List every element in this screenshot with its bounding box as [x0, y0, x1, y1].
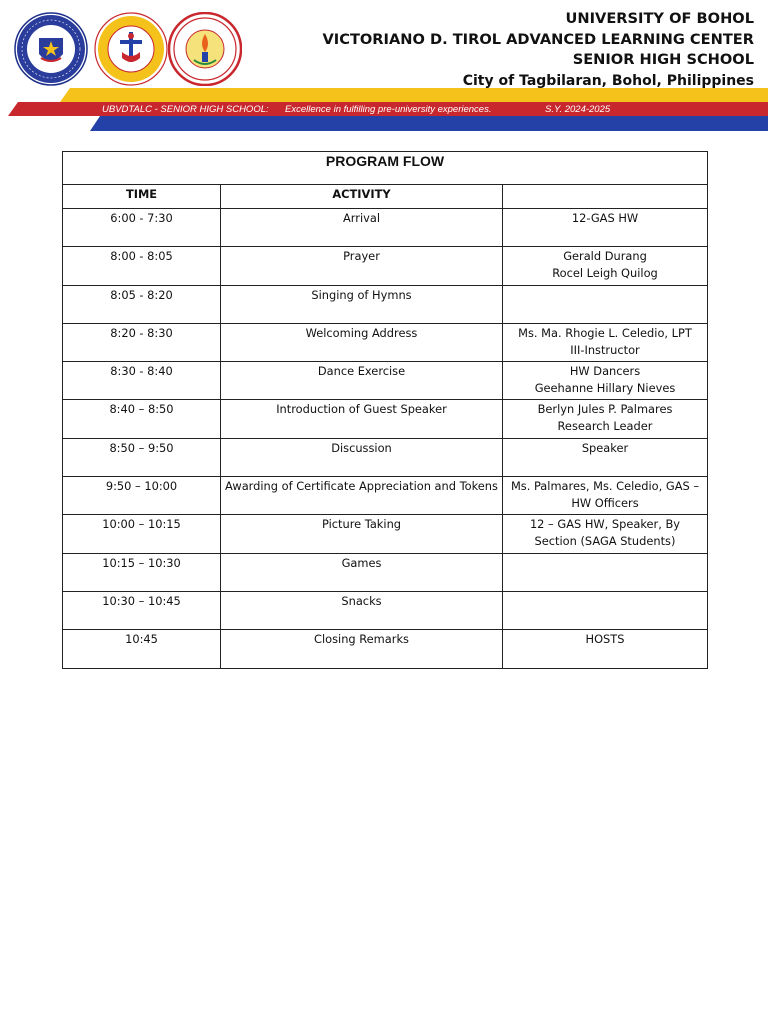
activity-cell: Discussion — [221, 438, 503, 476]
person-line: Research Leader — [557, 419, 653, 434]
time-cell: 8:05 - 8:20 — [63, 285, 221, 323]
table-row — [63, 591, 708, 629]
activity-cell: Games — [221, 553, 503, 591]
column-header-activity: ACTIVITY — [221, 185, 503, 209]
activity-cell: Arrival — [221, 209, 503, 247]
column-header-person — [503, 185, 708, 209]
person-line: HW Dancers — [569, 364, 641, 379]
person-cell — [503, 515, 708, 553]
person-line: 12-GAS HW — [571, 211, 639, 225]
university-name: UNIVERSITY OF BOHOL — [565, 10, 754, 27]
banner-motto-text: Excellence in fulfilling pre-university experiences. — [285, 104, 492, 115]
person-line: HOSTS — [585, 632, 625, 647]
person-line: Geehanne Hillary Nieves — [534, 381, 676, 396]
deped-seal-icon — [14, 12, 88, 86]
person-line: 12 – GAS HW, Speaker, By — [529, 517, 681, 532]
activity-cell: Welcoming Address — [221, 323, 503, 361]
table-row — [63, 515, 708, 553]
person-line: Berlyn Jules P. Palmares — [537, 402, 673, 417]
time-cell: 8:40 – 8:50 — [63, 400, 221, 438]
activity-cell: Picture Taking — [221, 515, 503, 553]
table-row — [63, 285, 708, 323]
table-row — [63, 362, 708, 400]
banner-school-year: S.Y. 2024-2025 — [545, 104, 611, 115]
activity-cell: Snacks — [221, 591, 503, 629]
person-cell — [503, 362, 708, 400]
program-rows — [63, 209, 708, 669]
activity-cell: Awarding of Certificate Appreciation and Tokens — [221, 477, 503, 515]
table-row — [63, 209, 708, 247]
person-cell — [503, 323, 708, 361]
person-line: Gerald Durang — [563, 249, 647, 264]
school-name: SENIOR HIGH SCHOOL — [572, 51, 754, 68]
time-cell: 10:15 – 10:30 — [63, 553, 221, 591]
person-cell — [503, 247, 708, 285]
program-flow-table — [62, 151, 708, 669]
person-cell — [503, 553, 708, 591]
activity-cell: Singing of Hymns — [221, 285, 503, 323]
banner-school-text: UBVDTALC - SENIOR HIGH SCHOOL: — [102, 104, 269, 115]
person-cell — [503, 438, 708, 476]
table-row — [63, 438, 708, 476]
person-line: Speaker — [581, 440, 629, 455]
time-cell: 10:30 – 10:45 — [63, 591, 221, 629]
person-line: Ms. Ma. Rhogie L. Celedio, LPT — [518, 325, 692, 340]
person-line: Rocel Leigh Quilog — [552, 266, 658, 281]
person-line: III-Instructor — [570, 342, 640, 357]
time-cell: 10:00 – 10:15 — [63, 515, 221, 553]
person-cell — [503, 477, 708, 515]
time-cell: 6:00 - 7:30 — [63, 209, 221, 247]
activity-cell: Closing Remarks — [221, 630, 503, 668]
table-row — [63, 400, 708, 438]
person-line: Section (SAGA Students) — [534, 534, 676, 549]
time-cell: 8:20 - 8:30 — [63, 323, 221, 361]
time-cell: 10:45 — [63, 630, 221, 668]
person-cell — [503, 285, 708, 323]
time-cell: 8:00 - 8:05 — [63, 247, 221, 285]
vdtalc-seal-icon — [168, 12, 242, 86]
header-banner — [0, 86, 768, 132]
table-row — [63, 323, 708, 361]
table-row — [63, 477, 708, 515]
time-cell: 9:50 – 10:00 — [63, 477, 221, 515]
person-cell — [503, 400, 708, 438]
table-row — [63, 247, 708, 285]
time-cell: 8:50 – 9:50 — [63, 438, 221, 476]
university-of-bohol-seal-icon — [94, 12, 168, 86]
person-cell — [503, 209, 708, 247]
column-header-time: TIME — [63, 185, 221, 209]
activity-cell: Prayer — [221, 247, 503, 285]
table-row — [63, 630, 708, 668]
table-title: PROGRAM FLOW — [63, 152, 708, 185]
time-cell: 8:30 - 8:40 — [63, 362, 221, 400]
person-line: Ms. Palmares, Ms. Celedio, GAS – — [510, 479, 700, 494]
center-name: VICTORIANO D. TIROL ADVANCED LEARNING CENTER — [322, 30, 754, 48]
activity-cell: Dance Exercise — [221, 362, 503, 400]
letterhead-text — [323, 9, 754, 91]
person-cell — [503, 630, 708, 668]
person-line: HW Officers — [571, 496, 639, 511]
table-row — [63, 553, 708, 591]
school-address: City of Tagbilaran, Bohol, Philippines — [462, 72, 754, 89]
activity-cell: Introduction of Guest Speaker — [221, 400, 503, 438]
person-cell — [503, 591, 708, 629]
